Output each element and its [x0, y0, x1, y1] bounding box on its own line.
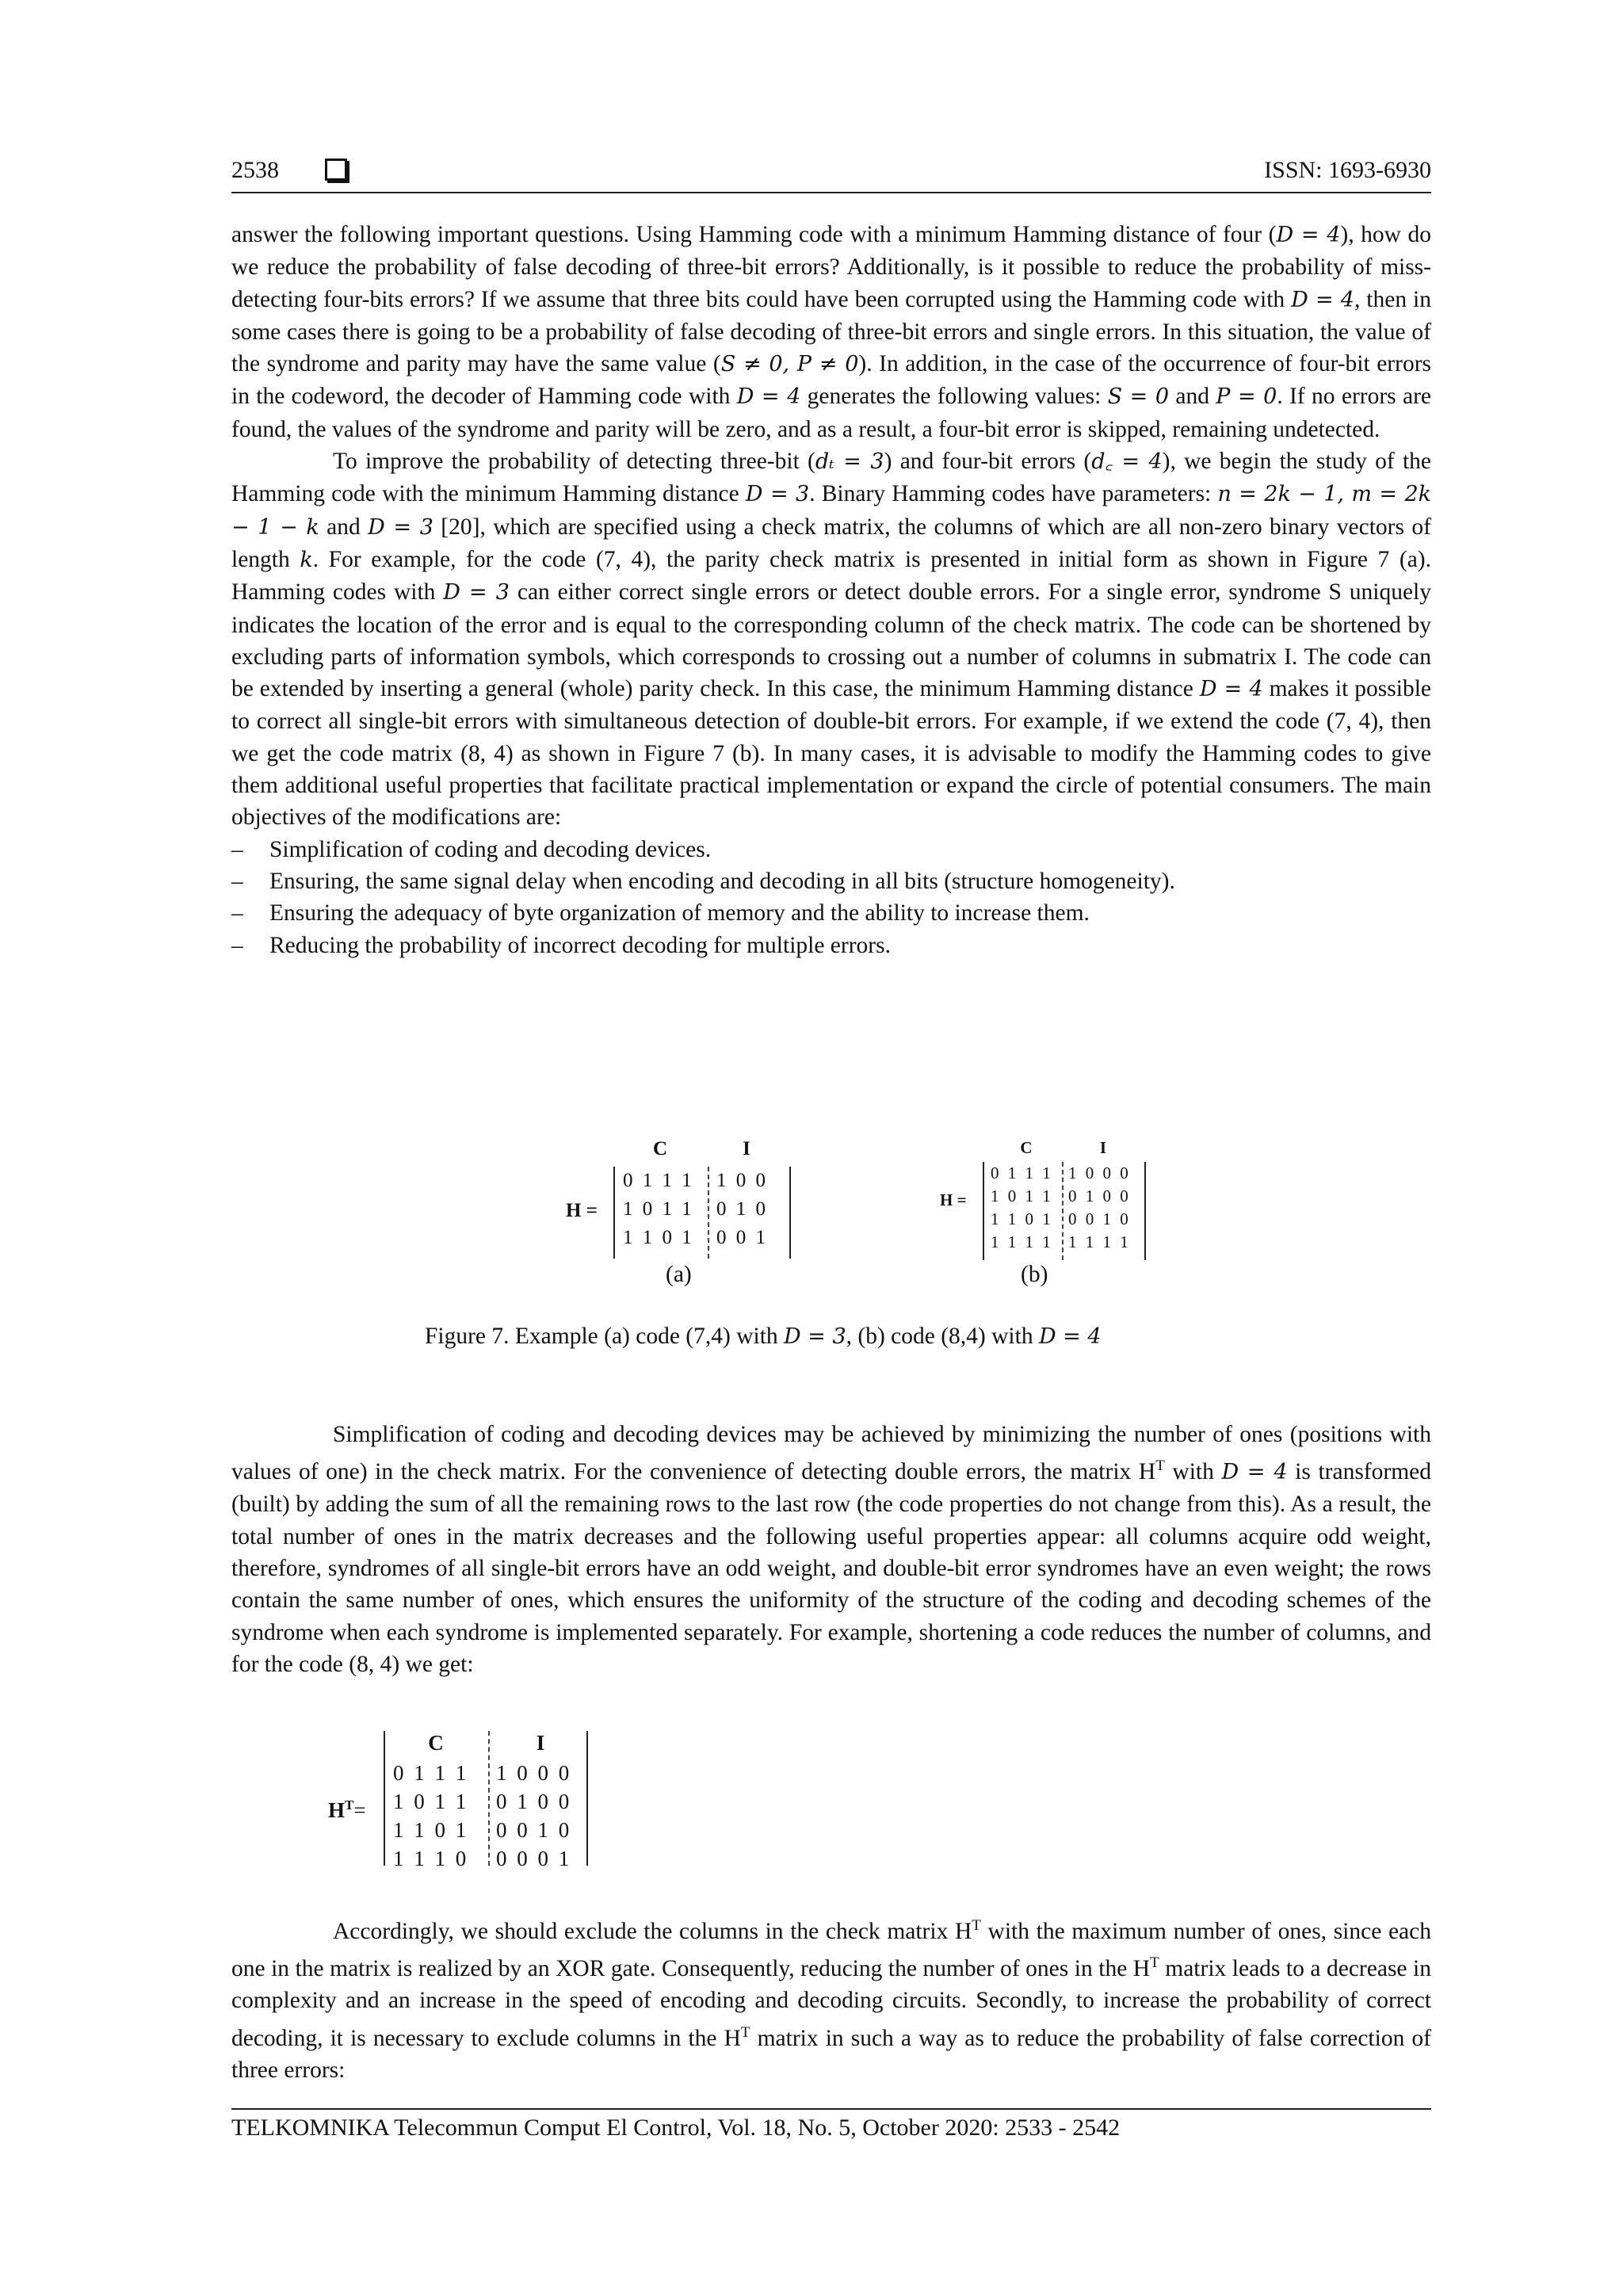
matrix-header-c: C [428, 1731, 444, 1755]
issn-label: ISSN: 1693-6930 [1264, 157, 1431, 183]
matrix-label: H = [940, 1190, 967, 1209]
math-inline: n = 2k − 1, m = 2k − 1 − k [231, 482, 1431, 540]
list-item [231, 865, 1431, 897]
math-inline: k [300, 547, 313, 572]
text-span: . For example, for the code (7, 4), the parity check matrix is presented in initial form as shown in Figure 7 (a). Hamming codes with [231, 546, 1431, 606]
paragraph-3 [231, 1419, 1431, 1680]
math-inline: D = 4 [1038, 1324, 1102, 1349]
math-inline: D = 3 [745, 482, 810, 507]
list-item [231, 834, 1431, 865]
matrix-row-i: 0 0 1 0 [496, 1818, 572, 1842]
paragraph-1 [231, 219, 1431, 445]
matrix-divider [488, 1731, 490, 1866]
dash-bullet: – [231, 900, 243, 926]
text-span: with [1164, 1459, 1222, 1485]
page-header [231, 152, 1431, 193]
math-inline: D = 3 [784, 1324, 846, 1349]
matrix-label-equals: = [353, 1798, 366, 1822]
ht-matrix [325, 1728, 594, 1870]
matrix-row-i: 0 0 1 0 [1068, 1209, 1131, 1228]
matrix-divider [1062, 1162, 1064, 1260]
text-span: makes it possible to correct all single-bit errors with simultaneous detection of double-bit errors. For example, if we extend the code (7, 4), then we get the code matrix (8, 4) as shown in Figure 7 (b). In many cases, it is advisable to modify the Hamming codes to give them additional useful properties that facilitate practical implementation or expand the circle of potential consumers. The main objectives of the modifications are: [231, 676, 1431, 831]
square-bullet-icon [325, 159, 347, 181]
main-text-3 [231, 1910, 1431, 2086]
page-footer [231, 2108, 1431, 2141]
math-inline: D = 4 [1291, 287, 1354, 312]
matrix-row-c: 1 1 0 1 [623, 1227, 694, 1248]
figure-7a-sublabel: (a) [666, 1262, 692, 1287]
text-span: and [1169, 384, 1216, 410]
matrix-row-c: 0 1 1 1 [623, 1170, 694, 1191]
list-item-text: Reducing the probability of incorrect decoding for multiple errors. [269, 932, 891, 958]
matrix-bracket-right [789, 1167, 791, 1259]
matrix-header-i: I [1099, 1138, 1107, 1157]
superscript: T [345, 1797, 354, 1813]
matrix-row-c: 1 1 1 1 [991, 1232, 1053, 1251]
math-inline: D = 4 [1276, 223, 1341, 247]
dash-bullet: – [231, 836, 243, 862]
list-item-text: Ensuring the adequacy of byte organization of memory and the ability to increase them. [269, 900, 1090, 926]
matrix-bracket-left [983, 1162, 984, 1260]
text-span: and [319, 514, 369, 540]
math-inline: S = 0 [1107, 384, 1170, 410]
figure-7b-sublabel: (b) [1021, 1262, 1048, 1287]
text-span: Accordingly, we should exclude the columns in the check matrix H [333, 1918, 972, 1944]
superscript: T [1150, 1954, 1159, 1972]
matrix-row-c: 1 0 1 1 [623, 1198, 694, 1220]
matrix-row-i: 0 1 0 0 [1068, 1186, 1131, 1205]
matrix-header-i: I [743, 1138, 750, 1159]
dash-bullet: – [231, 868, 243, 894]
matrix-row-i: 0 0 0 1 [496, 1847, 572, 1870]
matrix-row-c: 1 0 1 1 [991, 1186, 1053, 1205]
matrix-row-i: 0 1 0 0 [496, 1790, 572, 1813]
matrix-divider [708, 1167, 709, 1259]
text-span: , then in some cases there is going to be a probability of false decoding of three-bit errors and single errors. In this situation, the value of the syndrome and parity may have the same value ( [231, 286, 1431, 377]
math-inline: D = 3 [443, 580, 510, 606]
math-inline: D = 3 [368, 514, 433, 540]
text-span: matrix in such a way as to reduce the probability of false correction of three errors: [231, 2025, 1431, 2083]
matrix-bracket-left [384, 1731, 385, 1866]
text-span: matrix leads to a decrease in complexity and an increase in the speed of encoding and decoding circuits. Secondly, to increase the probability of correct decoding, it is necessary to exclude columns in the H [231, 1955, 1431, 2051]
text-span: can either correct single errors or detect double errors. For a single error, syndrome S uniquely indicates the location of the error and is equal to the corresponding column of the check matrix. The code can be shortened by excluding parts of information symbols, which corresponds to crossing out a number of columns in submatrix I. The code can be extended by inserting a general (whole) parity check. In this case, the minimum Hamming distance [231, 579, 1431, 702]
main-text-2 [231, 1419, 1431, 1680]
text-span: ), how do we reduce the probability of false decoding of three-bit errors? Additionally, is it possible to reduce the probability of miss-detecting four-bits errors? If we assume that three bits could have been corrupted using the Hamming code with [231, 222, 1431, 312]
matrix-row-c: 0 1 1 1 [991, 1163, 1053, 1182]
matrix-row-i: 0 1 0 [716, 1198, 768, 1220]
matrix-bracket-right [1144, 1162, 1146, 1260]
text-span: with the maximum number of ones, since each one in the matrix is realized by an XOR gate. Consequently, reducing the number of ones in the H [231, 1918, 1431, 1981]
matrix-row-i: 1 0 0 [716, 1170, 768, 1191]
list-item [231, 930, 1431, 961]
matrix-header-i: I [536, 1731, 545, 1755]
text-span: ), we begin the study of the Hamming code with the minimum Hamming distance [231, 449, 1431, 507]
matrix-bracket-left [613, 1167, 615, 1259]
math-inline: d꜀ = 4 [1091, 449, 1163, 475]
math-inline: dₜ = 3 [815, 449, 884, 475]
journal-citation: TELKOMNIKA Telecommun Comput El Control, Vol. 18, No. 5, October 2020: 2533 - 2542 [231, 2115, 1121, 2141]
matrix-label: H = [566, 1200, 598, 1221]
matrix-bracket-right [586, 1731, 588, 1866]
superscript: T [1155, 1457, 1165, 1475]
list-item-text: Simplification of coding and decoding devices. [269, 836, 712, 862]
dash-bullet: – [231, 932, 243, 958]
text-span: . If no errors are found, the values of the syndrome and parity will be zero, and as a result, a four-bit error is skipped, remaining undetected. [231, 384, 1431, 442]
paragraph-2 [231, 445, 1431, 834]
text-span: Simplification of coding and decoding devices may be achieved by minimizing the number of ones (positions with values of one) in the check matrix. For the convenience of detecting double errors, the matrix H [231, 1422, 1431, 1485]
matrix-row-c: 1 1 0 1 [393, 1818, 469, 1842]
paragraph-4 [231, 1910, 1431, 2086]
math-inline: D = 4 [736, 384, 801, 410]
matrix-label [328, 1797, 366, 1823]
page-number: 2538 [231, 157, 279, 183]
matrix-label-text: H [328, 1798, 346, 1822]
text-span: [20], which are specified using a check matrix, the columns of which are all non-zero binary vectors of length [231, 514, 1431, 572]
superscript: T [740, 2023, 750, 2041]
math-inline: D = 4 [1199, 677, 1263, 702]
text-span: is transformed (built) by adding the sum of all the remaining rows to the last row (the code properties do not change from this). As a result, the total number of ones in the matrix decreases and the following useful properties appear: all columns acquire odd weight, therefore, syndromes of all single-bit errors have an odd weight, and double-bit error syndromes have an even weight; the rows contain the same number of ones, which ensures the uniformity of the structure of the coding and decoding schemes of the syndrome when each syndrome is implemented separately. For example, shortening a code reduces the number of columns, and for the code (8, 4) we get: [231, 1459, 1431, 1677]
text-span: To improve the probability of detecting three-bit ( [333, 449, 815, 475]
text-span: Figure 7. Example (a) code (7,4) with [425, 1324, 785, 1349]
text-span: , (b) code (8,4) with [846, 1324, 1039, 1349]
list-item [231, 897, 1431, 929]
math-inline: D = 4 [1221, 1460, 1288, 1485]
matrix-row-c: 1 1 1 0 [393, 1847, 469, 1870]
figure-7-caption [425, 1324, 1102, 1350]
math-inline: P = 0 [1216, 384, 1277, 410]
figure-7b-matrix [935, 1133, 1157, 1260]
matrix-row-c: 1 1 0 1 [991, 1209, 1053, 1228]
text-span: answer the following important questions. Using Hamming code with a minimum Hamming distance of four ( [231, 222, 1277, 247]
matrix-row-c: 0 1 1 1 [393, 1761, 469, 1785]
math-inline: S ≠ 0, P ≠ 0 [720, 352, 859, 377]
objectives-list [231, 834, 1431, 961]
text-span: ) and four-bit errors ( [884, 449, 1092, 475]
matrix-row-c: 1 0 1 1 [393, 1790, 469, 1813]
figure-7a-matrix [555, 1133, 808, 1260]
matrix-row-i: 1 0 0 0 [496, 1761, 572, 1785]
text-span: . Binary Hamming codes have parameters: [809, 481, 1218, 507]
matrix-header-c: C [1020, 1138, 1033, 1157]
matrix-header-c: C [652, 1138, 668, 1159]
text-span: generates the following values: [800, 384, 1108, 410]
superscript: T [972, 1917, 981, 1934]
matrix-row-i: 1 0 0 0 [1068, 1163, 1131, 1182]
matrix-row-i: 0 0 1 [716, 1227, 768, 1248]
matrix-row-i: 1 1 1 1 [1068, 1232, 1131, 1251]
list-item-text: Ensuring, the same signal delay when encoding and decoding in all bits (structure homogeneity). [269, 868, 1175, 894]
text-span: ). In addition, in the case of the occurrence of four-bit errors in the codeword, the decoder of Hamming code with [231, 351, 1432, 410]
main-text [231, 219, 1431, 961]
